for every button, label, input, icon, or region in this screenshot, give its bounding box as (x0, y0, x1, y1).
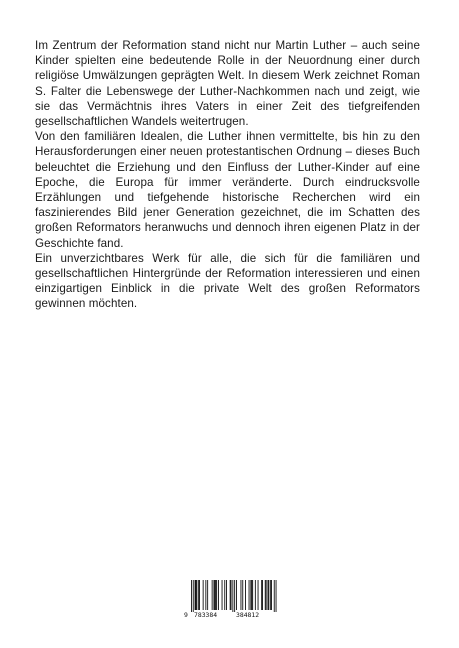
barcode-bar (249, 580, 250, 610)
barcode-right-group: 384812 (236, 611, 260, 619)
barcode-bar (274, 580, 275, 612)
barcode-bar (234, 580, 235, 612)
barcode-bar (222, 580, 223, 610)
barcode-bar (241, 580, 242, 610)
blurb-paragraph-1: Im Zentrum der Reformation stand nicht nur Martin Luther – auch seine Kinder spielten eine bedeutende Rolle in der Neuordnung einer durch religiöse Umwälzungen geprägten Welt. In diesem Werk zeichnet Roman S. Falter die Lebenswege der Luther-Nachkommen nach und zeigt, wie sie das Vermächtnis ihres Vaters in einer Zeit des tiefgreifenden gesellschaftlichen Wandels weitertrugen. (35, 39, 420, 129)
blurb-paragraph-3: Ein unverzichtbares Werk für alle, die sich für die familiären und gesellschaftlichen Hintergründe der Reformation interessieren und einen einzigartigen Einblick in die private Welt des großen Reformators gewinnen möchten. (35, 251, 420, 311)
barcode-left-group: 783384 (194, 611, 218, 619)
blurb-paragraph-2: Von den familiären Idealen, die Luther ihnen vermittelte, bis hin zu den Herausforderungen einer neuen protestantischen Ordnung – dieses Buch beleuchtet die Erziehung und den Einfluss der Luther-Kinder auf eine Epoche, die Europa für immer veränderte. Durch eindrucksvolle Erzählungen und tiefgehende historische Recherchen wird ein faszinierendes Bild jener Generation gezeichnet, die im Schatten des großen Reformators heranwuchs und dennoch ihren eigenen Platz in der Geschichte fand. (35, 130, 420, 250)
barcode-bars (183, 580, 277, 612)
barcode-bar (205, 580, 206, 610)
barcode-bar (212, 580, 213, 610)
barcode-bar (258, 580, 259, 610)
barcode-bar (250, 580, 251, 610)
barcode-bar (251, 580, 252, 610)
barcode-bar (262, 580, 263, 610)
barcode-bar (215, 580, 216, 610)
barcode-bar (268, 580, 269, 610)
barcode-bar (230, 580, 231, 610)
barcode-bar (218, 580, 219, 610)
barcode-bar (268, 580, 269, 610)
barcode-bar (265, 580, 266, 610)
barcode-bar (255, 580, 256, 610)
barcode-bar (196, 580, 197, 610)
barcode-bar (196, 580, 197, 610)
barcode-bar (236, 580, 237, 610)
barcode-bar (270, 580, 271, 610)
barcode-bar (261, 580, 262, 610)
barcode-bar (198, 580, 199, 610)
barcode-bar (245, 580, 246, 610)
barcode-bar (195, 580, 196, 610)
barcode-bar (242, 580, 243, 610)
barcode-bar (271, 580, 272, 610)
barcode-bar (224, 580, 225, 610)
barcode-bar (214, 580, 215, 610)
barcode-bar (232, 580, 233, 612)
barcode-bar (207, 580, 208, 610)
barcode-bar (226, 580, 227, 610)
barcode-bar (252, 580, 253, 610)
barcode-bar (216, 580, 217, 610)
isbn-barcode (183, 580, 277, 620)
barcode-bar (191, 580, 192, 612)
barcode-bar (276, 580, 277, 612)
barcode-bar (203, 580, 204, 610)
barcode-bar (266, 580, 267, 610)
barcode-bar (231, 580, 232, 610)
barcode-bar (199, 580, 200, 610)
barcode-prefix-digit: 9 (184, 611, 188, 619)
barcode-bar (214, 580, 215, 610)
blurb-text (35, 38, 420, 312)
barcode-bar (193, 580, 194, 612)
